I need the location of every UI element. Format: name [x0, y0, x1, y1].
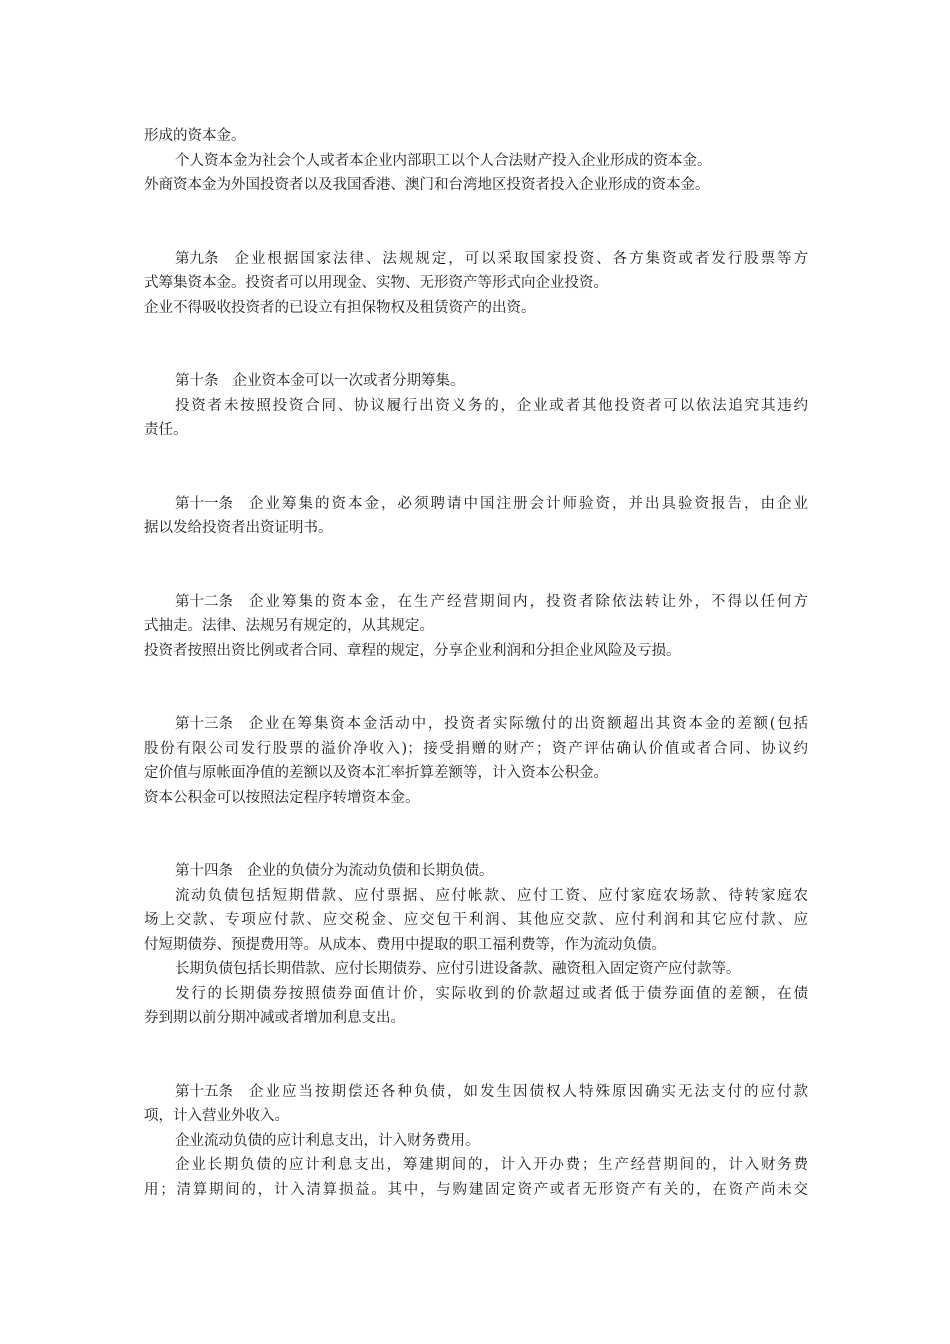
- line-text: 场上交款、专项应付款、应交税金、应交包干利润、其他应交款、应付利润和其它应付款、应: [144, 912, 808, 928]
- article-number: 第十条: [175, 373, 219, 389]
- line-text: 企业筹集的资本金，在生产经营期间内，投资者除依法转让外，不得以任何方: [247, 593, 808, 610]
- text-line: [144, 1129, 808, 1154]
- line-text: 企业筹集的资本金，必须聘请中国注册会计师验资，并出具验资报告，由企业: [247, 495, 808, 512]
- line-text: 券到期以前分期冲减或者增加利息支出。: [144, 1010, 405, 1026]
- text-line: [144, 712, 808, 737]
- text-line: [144, 933, 808, 958]
- article-section: [144, 247, 808, 321]
- article-section: [144, 492, 808, 541]
- text-line: [144, 296, 808, 321]
- text-line: [144, 982, 808, 1007]
- text-line: [144, 859, 808, 884]
- line-text: 发行的长期债券按照债券面值计价，实际收到的价款超过或者低于债券面值的差额，在债: [175, 985, 808, 1002]
- article-number: 第十五条: [175, 1083, 233, 1100]
- text-line: [144, 957, 808, 982]
- text-line: [144, 149, 808, 174]
- line-text: 付短期债券、预提费用等。从成本、费用中提取的职工福利费等，作为流动负债。: [144, 936, 666, 953]
- text-line: [144, 761, 808, 786]
- line-text: 长期负债包括长期借款、应付长期债券、应付引进设备款、融资租入固定资产应付款等。: [175, 961, 741, 977]
- text-line: [144, 247, 808, 272]
- paragraph-gap: [144, 1031, 808, 1080]
- text-line: [144, 173, 808, 198]
- paragraph-gap: [144, 810, 808, 859]
- text-line: [144, 1104, 808, 1129]
- line-text: 股份有限公司发行股票的溢价净收入)；接受捐赠的财产；资产评估确认价值或者合同、协议约: [144, 740, 808, 757]
- line-text: 企业流动负债的应计利息支出，计入财务费用。: [175, 1132, 480, 1149]
- article-section: [144, 369, 808, 443]
- text-line: [144, 1006, 808, 1031]
- text-line: [144, 590, 808, 615]
- line-text: 企业不得吸收投资者的已设立有担保物权及租赁资产的出资。: [144, 299, 536, 316]
- text-line: [144, 908, 808, 933]
- line-text: 用；清算期间的，计入清算损益。其中，与购建固定资产或者无形资产有关的，在资产尚未交: [144, 1181, 808, 1198]
- line-text: 流动负债包括短期借款、应付票据、应付帐款、应付工资、应付家庭农场款、待转家庭农: [175, 887, 808, 904]
- article-section: [144, 712, 808, 810]
- text-line: [144, 369, 808, 394]
- document-body: [144, 124, 808, 1202]
- text-line: [144, 418, 808, 443]
- line-text: 企业应当按期偿还各种负债，如发生因债权人特殊原因确实无法支付的应付款: [247, 1083, 808, 1100]
- text-line: [144, 124, 808, 149]
- text-line: [144, 516, 808, 541]
- text-line: [144, 884, 808, 909]
- line-text: 式筹集资本金。投资者可以用现金、实物、无形资产等形式向企业投资。: [144, 275, 608, 291]
- article-number: 第十四条: [175, 863, 233, 879]
- text-line: [144, 639, 808, 664]
- article-section: [144, 590, 808, 664]
- line-text: 定价值与原帐面净值的差额以及资本汇率折算差额等，计入资本公积金。: [144, 765, 608, 781]
- paragraph-gap: [144, 443, 808, 492]
- line-text: 项，计入营业外收入。: [144, 1108, 289, 1124]
- text-line: [144, 492, 808, 517]
- text-line: [144, 737, 808, 762]
- line-text: 据以发给投资者出资证明书。: [144, 520, 333, 536]
- text-line: [144, 394, 808, 419]
- text-line: [144, 614, 808, 639]
- text-line: [144, 1178, 808, 1203]
- paragraph-gap: [144, 198, 808, 247]
- continuation-section: [144, 124, 808, 198]
- line-text: 企业的负债分为流动负债和长期负债。: [247, 863, 494, 879]
- line-text: 式抽走。法律、法规另有规定的，从其规定。: [144, 618, 434, 634]
- article-number: 第十一条: [175, 495, 233, 512]
- text-line: [144, 1153, 808, 1178]
- line-text: 投资者按照出资比例或者合同、章程的规定，分享企业利润和分担企业风险及亏损。: [144, 642, 681, 659]
- line-text: 企业根据国家法律、法规规定，可以采取国家投资、各方集资或者发行股票等方: [232, 250, 808, 267]
- line-text: 资本公积金可以按照法定程序转增资本金。: [144, 789, 420, 806]
- line-text: 外商资本金为外国投资者以及我国香港、澳门和台湾地区投资者投入企业形成的资本金。: [144, 177, 710, 193]
- paragraph-gap: [144, 541, 808, 590]
- text-line: [144, 786, 808, 811]
- line-text: 企业在筹集资本金活动中，投资者实际缴付的出资额超出其资本金的差额(包括: [247, 716, 808, 732]
- line-text: 投资者未按照投资合同、协议履行出资义务的，企业或者其他投资者可以依法追究其违约: [175, 397, 808, 414]
- text-line: [144, 1080, 808, 1105]
- line-text: 形成的资本金。: [144, 128, 246, 144]
- article-section: [144, 859, 808, 1031]
- text-line: [144, 271, 808, 296]
- article-section: [144, 1080, 808, 1203]
- paragraph-gap: [144, 663, 808, 712]
- article-number: 第十三条: [175, 716, 233, 732]
- line-text: 企业长期负债的应计利息支出，筹建期间的，计入开办费；生产经营期间的，计入财务费: [175, 1157, 808, 1173]
- article-number: 第十二条: [175, 593, 233, 610]
- line-text: 个人资本金为社会个人或者本企业内部职工以个人合法财产投入企业形成的资本金。: [175, 152, 712, 169]
- paragraph-gap: [144, 320, 808, 369]
- line-text: 企业资本金可以一次或者分期筹集。: [232, 373, 465, 389]
- article-number: 第九条: [175, 250, 219, 267]
- line-text: 责任。: [144, 422, 188, 438]
